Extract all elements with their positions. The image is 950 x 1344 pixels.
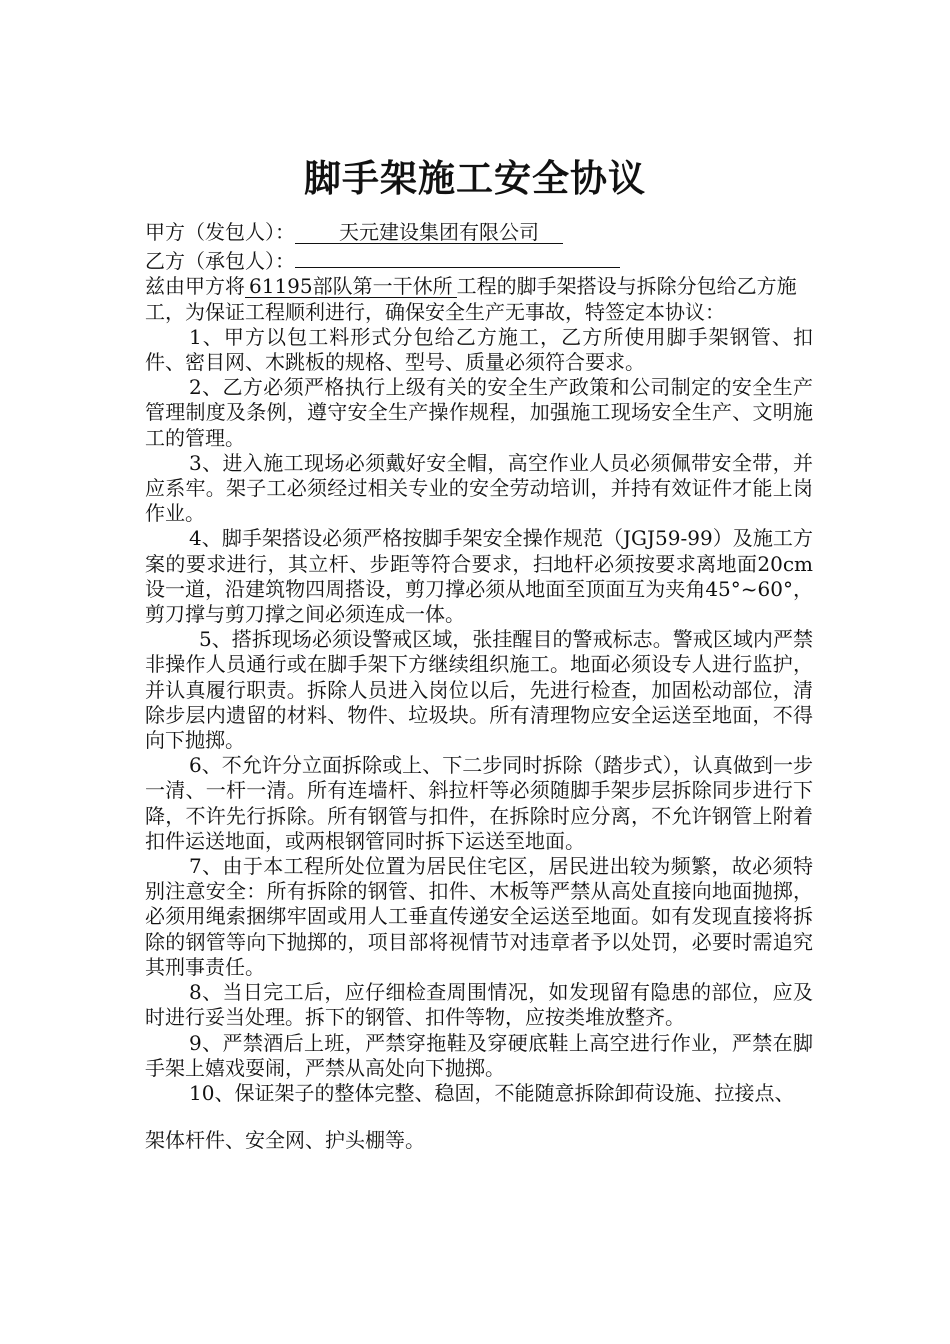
clause-10-continued: 架体杆件、安全网、护头棚等。: [145, 1128, 425, 1153]
clause-1: 1、甲方以包工料形式分包给乙方施工，乙方所使用脚手架钢管、扣件、密目网、木跳板的规格、型号、质量必须符合要求。: [145, 324, 813, 375]
party-b-blank: [295, 245, 620, 268]
party-b-line: [145, 245, 813, 274]
project-name: 61195部队第一干休所: [245, 275, 457, 298]
document-title: 脚手架施工安全协议: [304, 157, 646, 200]
clause-5: 5、搭拆现场必须设警戒区域，张挂醒目的警戒标志。警戒区域内严禁非操作人员通行或在脚手架下方继续组织施工。地面必须设专人进行监护，并认真履行职责。拆除人员进入岗位以后，先进行检查，加固松动部位，清除步层内遗留的材料、物件、垃圾块。所有清理物应安全运送至地面，不得向下抛掷。: [145, 627, 813, 753]
clause-9: 9、严禁酒后上班，严禁穿拖鞋及穿硬底鞋上高空进行作业，严禁在脚手架上嬉戏耍闹，严禁从高处向下抛掷。: [145, 1030, 813, 1080]
party-a-value: 天元建设集团有限公司: [295, 221, 563, 244]
clause-4: 4、脚手架搭设必须严格按脚手架安全操作规范（JGJ59-99）及施工方案的要求进行，其立杆、步距等符合要求，扫地杆必须按要求离地面20cm设一道，沿建筑物四周搭设，剪刀撑必须从地面至顶面互为夹角45°~60°，剪刀撑与剪刀撑之间必须连成一体。: [145, 526, 813, 627]
intro-before: 兹由甲方将: [145, 274, 245, 299]
clause-10: 10、保证架子的整体完整、稳固，不能随意拆除卸荷设施、拉接点、: [189, 1080, 795, 1105]
party-a-line: [145, 220, 813, 245]
party-b-label: 乙方（承包人）：: [145, 249, 295, 274]
intro-paragraph: [145, 274, 813, 324]
clause-3: 3、进入施工现场必须戴好安全帽，高空作业人员必须佩带安全带，并应系牢。架子工必须经过相关专业的安全劳动培训，并持有效证件才能上岗作业。: [145, 450, 813, 526]
agreement-body: [145, 220, 813, 1153]
party-a-label: 甲方（发包人）：: [145, 220, 295, 244]
intro-after: 工程的脚手架搭设与拆除分包给乙方施工，为保证工程顺利进行，确保安全生产无事故，特签定本协议：: [145, 274, 797, 324]
clause-6: 6、不允许分立面拆除或上、下二步同时拆除（踏步式），认真做到一步一清、一杆一清。所有连墙杆、斜拉杆等必须随脚手架步层拆除同步进行下降，不许先行拆除。所有钢管与扣件，在拆除时应分离，不允许钢管上附着扣件运送地面，或两根钢管同时拆下运送至地面。: [145, 753, 813, 853]
clause-7: 7、由于本工程所处位置为居民住宅区，居民进出较为频繁，故必须特别注意安全：所有拆除的钢管、扣件、木板等严禁从高处直接向地面抛掷，必须用绳索捆绑牢固或用人工垂直传递安全运送至地面。如有发现直接将拆除的钢管等向下抛掷的，项目部将视情节对违章者予以处罚，必要时需追究其刑事责任。: [145, 854, 813, 979]
clause-2: 2、乙方必须严格执行上级有关的安全生产政策和公司制定的安全生产管理制度及条例，遵守安全生产操作规程，加强施工现场安全生产、文明施工的管理。: [145, 375, 813, 450]
clause-8: 8、当日完工后，应仔细检查周围情况，如发现留有隐患的部位，应及时进行妥当处理。拆下的钢管、扣件等物，应按类堆放整齐。: [145, 980, 813, 1030]
